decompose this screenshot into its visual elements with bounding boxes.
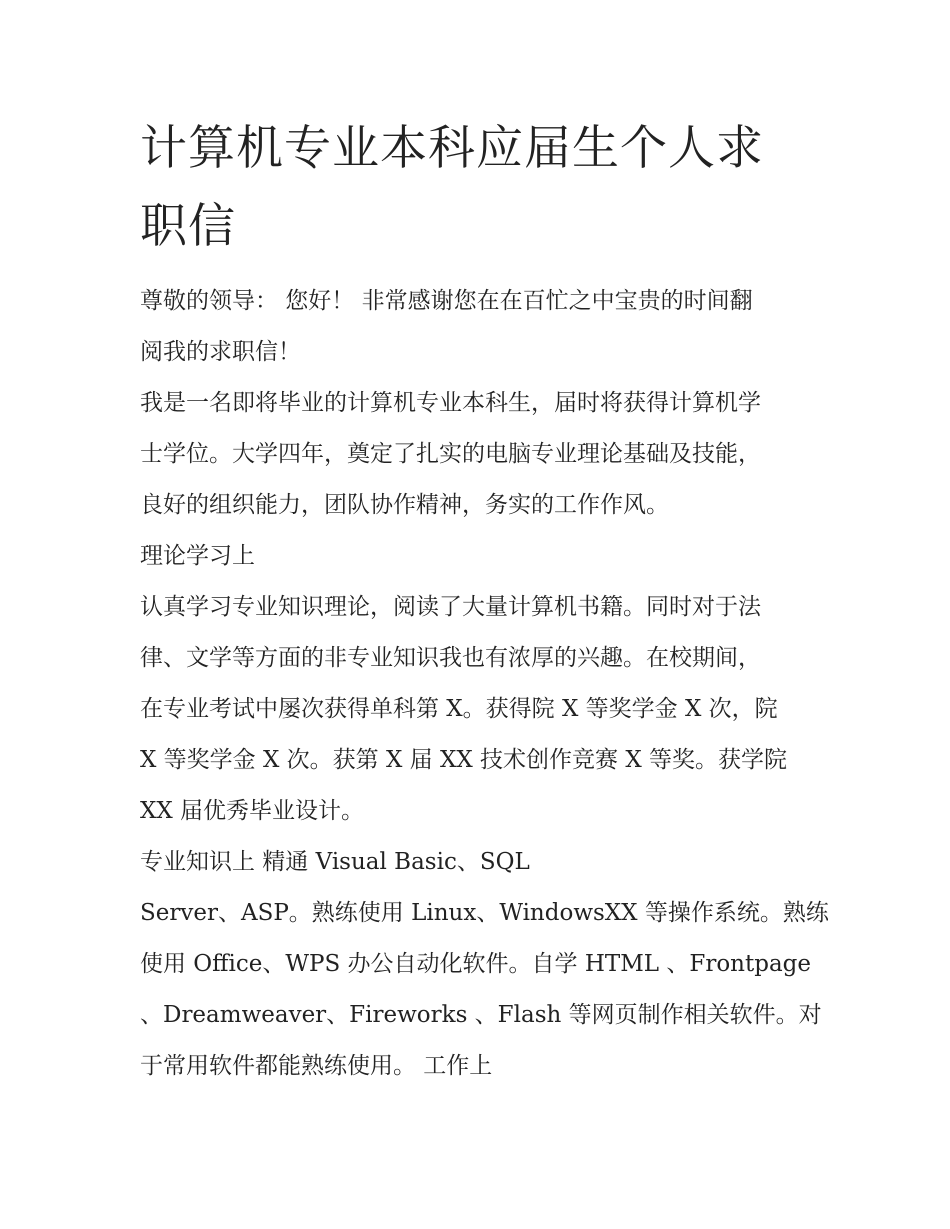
- body-line-14: 使用 Office、WPS 办公自动化软件。自学 HTML 、Frontpage: [140, 951, 812, 977]
- document-page: [140, 110, 830, 1092]
- body-line-15: 、Dreamweaver、Fireworks 、Flash 等网页制作相关软件。对: [140, 1002, 822, 1028]
- body-line-1: 尊敬的领导： 您好！ 非常感谢您在在百忙之中宝贵的时间翻: [140, 288, 753, 314]
- body-line-5: 良好的组织能力，团队协作精神，务实的工作作风。: [140, 492, 669, 518]
- body-line-7: 认真学习专业知识理论，阅读了大量计算机书籍。同时对于法: [140, 594, 761, 620]
- title-line-1: 计算机专业本科应届生个人求: [140, 121, 764, 176]
- body-line-2: 阅我的求职信！: [140, 339, 301, 365]
- body-line-10: X 等奖学金 X 次。获第 X 届 XX 技术创作竞赛 X 等奖。获学院: [140, 747, 788, 773]
- body-line-16: 于常用软件都能熟练使用。 工作上: [140, 1053, 493, 1079]
- section-heading-theory: 理论学习上: [140, 543, 255, 569]
- body-line-4: 士学位。大学四年，奠定了扎实的电脑专业理论基础及技能，: [140, 441, 761, 467]
- body-line-8: 律、文学等方面的非专业知识我也有浓厚的兴趣。在校期间，: [140, 645, 761, 671]
- body-line-11: XX 届优秀毕业设计。: [140, 798, 365, 824]
- body-line-9: 在专业考试中屡次获得单科第 X。获得院 X 等奖学金 X 次，院: [140, 696, 778, 722]
- title-line-2: 职信: [140, 199, 236, 254]
- body-line-13: Server、ASP。熟练使用 Linux、WindowsXX 等操作系统。熟练: [140, 900, 829, 926]
- document-title: [140, 110, 830, 266]
- section-heading-professional: 专业知识上 精通 Visual Basic、SQL: [140, 849, 530, 875]
- letter-body: [140, 276, 830, 1092]
- body-line-3: 我是一名即将毕业的计算机专业本科生，届时将获得计算机学: [140, 390, 761, 416]
